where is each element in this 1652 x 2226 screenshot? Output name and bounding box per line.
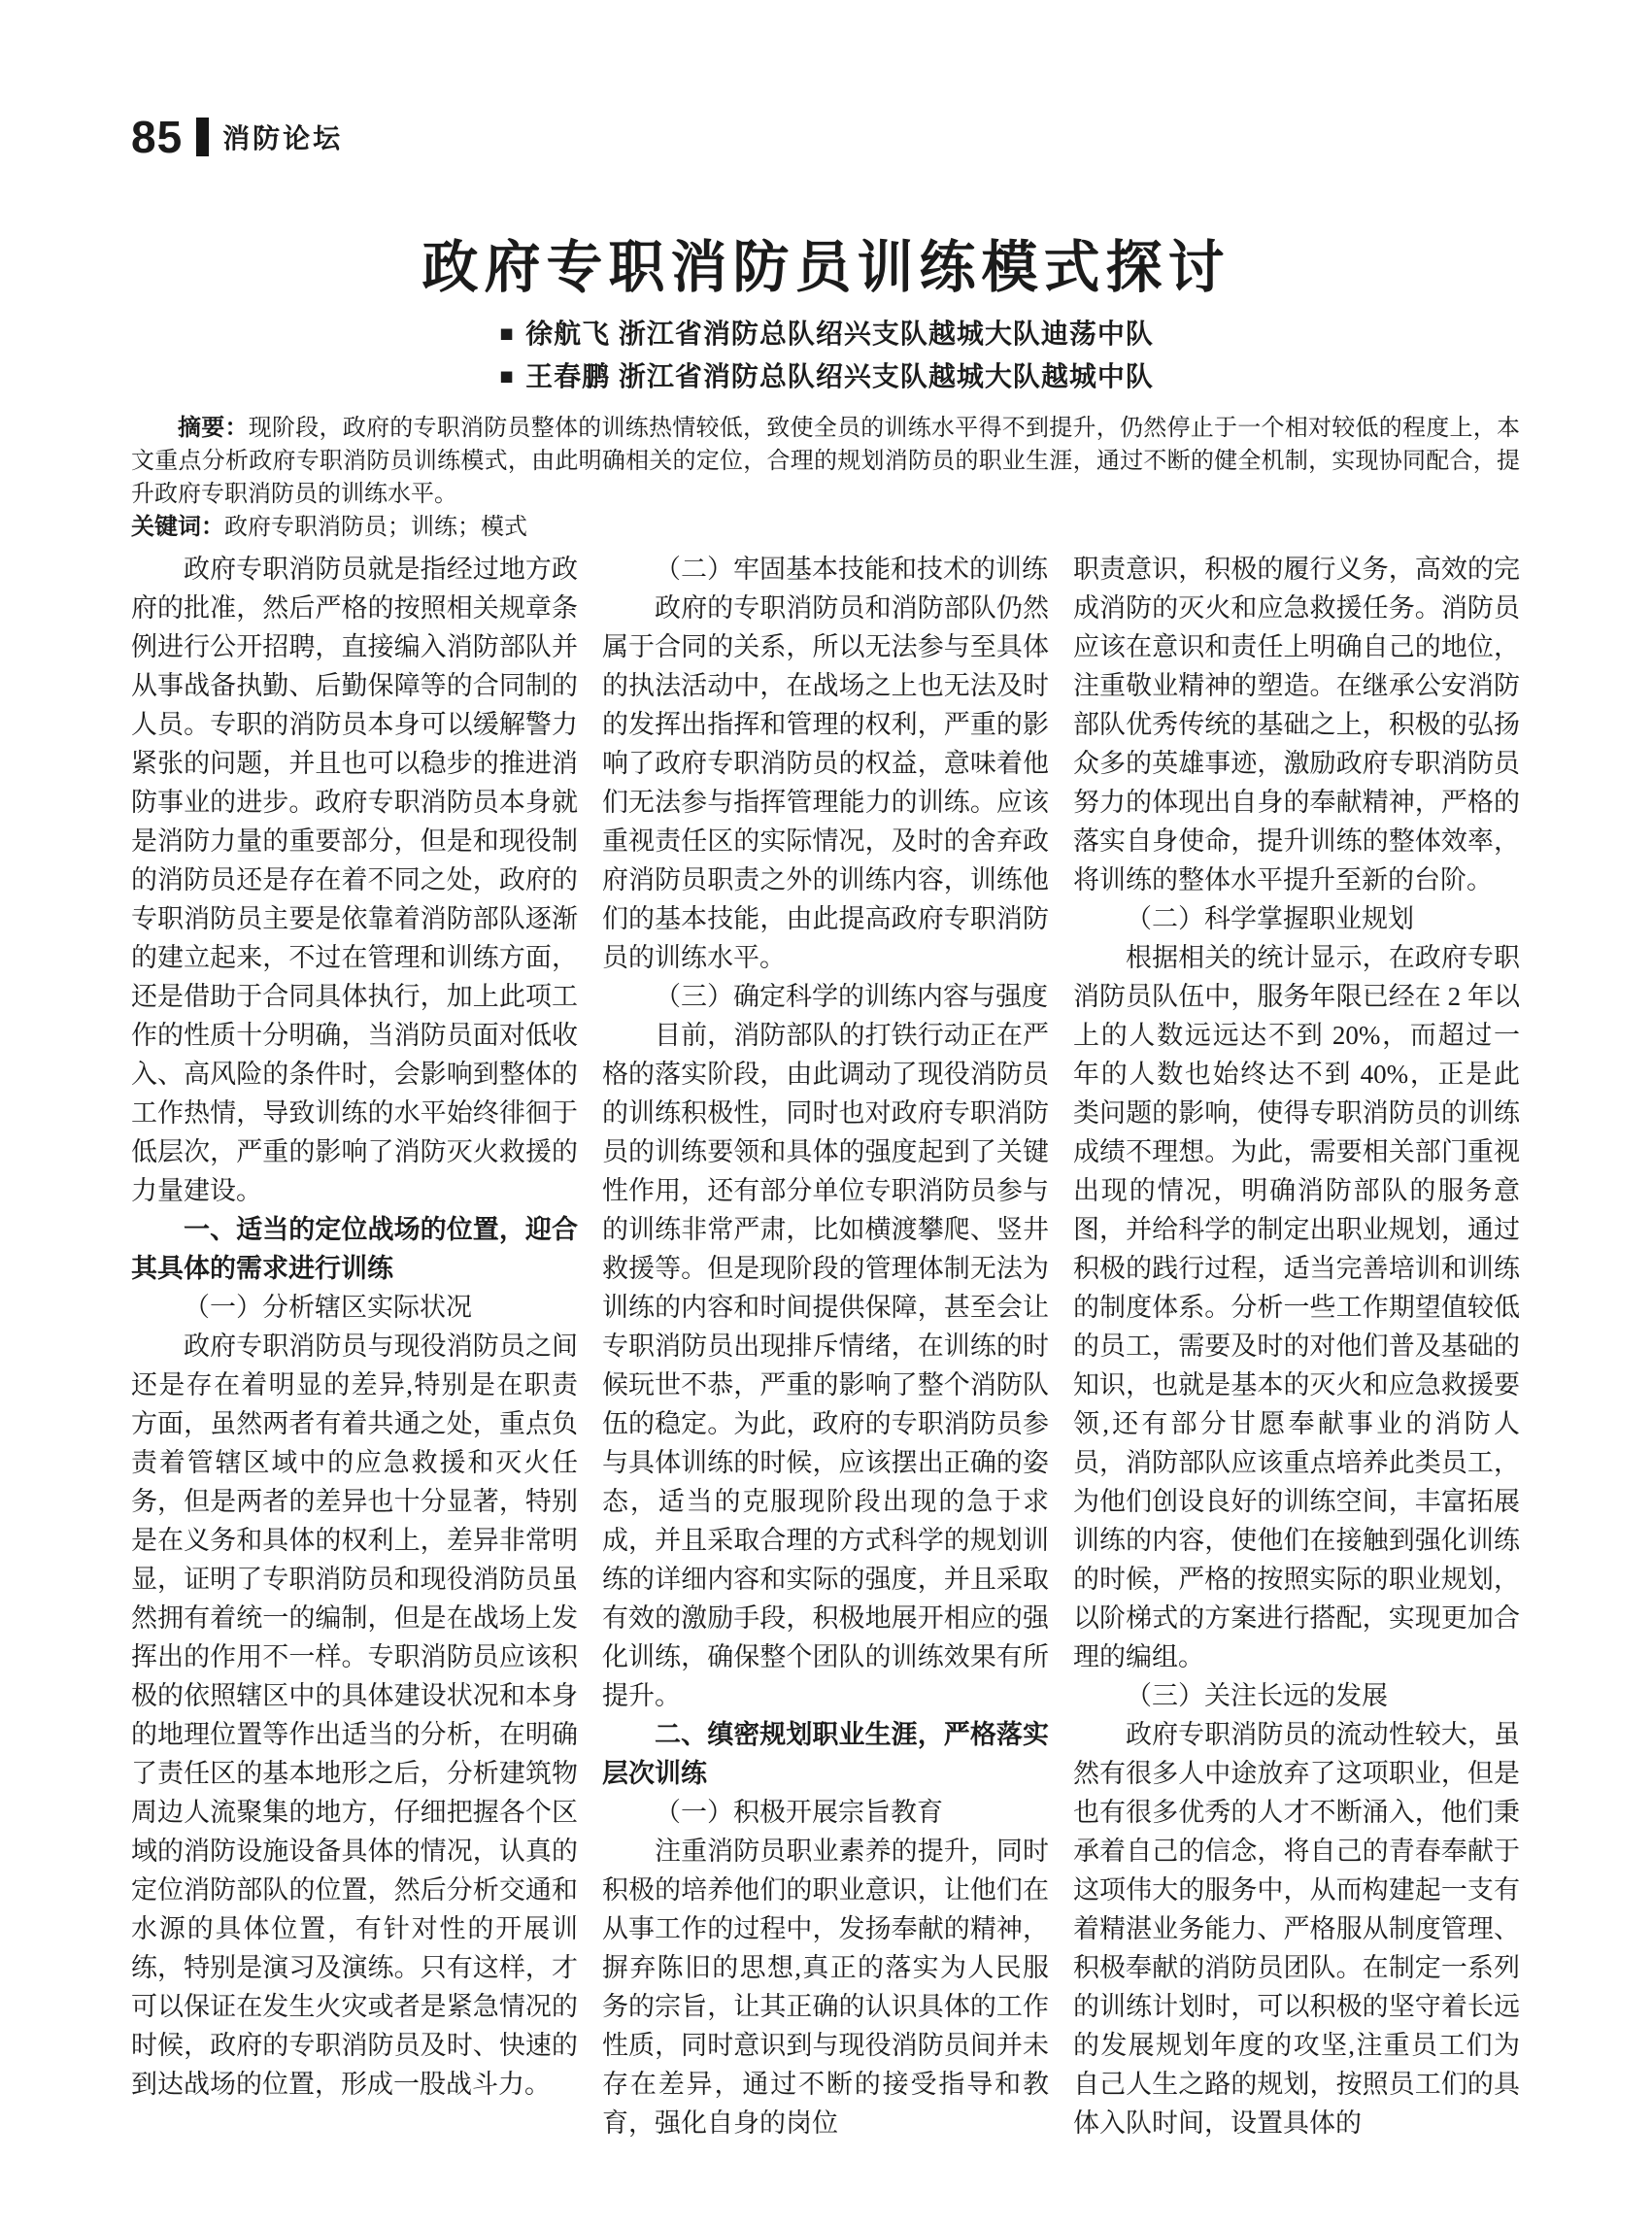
sub-heading: （一）分析辖区实际状况 <box>184 1293 472 1322</box>
abstract-text: 现阶段，政府的专职消防员整体的训练热情较低，致使全员的训练水平得不到提升，仍然停止于一个相对较低的程度上，本文重点分析政府专职消防员训练模式，由此明确相关的定位，合理的规划消防员的职业生涯，通过不断的健全机制，实现协同配合，提升政府专职消防员的训练水平。 <box>131 416 1520 507</box>
keywords-label: 关键词： <box>131 514 224 540</box>
running-head <box>131 112 344 162</box>
paragraph: 注重消防员职业素养的提升，同时积极的培养他们的职业意识，让他们在从事工作的过程中，发扬奉献的精神，摒弃陈旧的思想,真正的落实为人民服务的宗旨，让其正确的认识具体的工作性质，同时意识到与现役消防员间并未存在差异，通过不断的接受指导和教育，强化自身的岗位 <box>602 1837 1049 2138</box>
paragraph: 目前，消防部队的打铁行动正在严格的落实阶段，由此调动了现役消防员的训练积极性，同时也对政府专职消防员的训练要领和具体的强度起到了关键性作用，还有部分单位专职消防员参与的训练非常严肃，比如横渡攀爬、竖井救援等。但是现阶段的管理体制无法为训练的内容和时间提供保障，甚至会让专职消防员出现排斥情绪，在训练的时候玩世不恭，严重的影响了整个消防队伍的稳定。为此，政府的专职消防员参与具体训练的时候，应该摆出正确的姿态，适当的克服现阶段出现的急于求成，并且采取合理的方式科学的规划训练的详细内容和实际的强度，并且采取有效的激励手段，积极地展开相应的强化训练，确保整个团队的训练效果有所提升。 <box>602 1021 1049 1710</box>
sub-heading: （三）关注长远的发展 <box>1126 1681 1388 1710</box>
sub-heading: （三）确定科学的训练内容与强度 <box>655 982 1048 1011</box>
author-marker-icon: ■ <box>499 363 515 389</box>
abstract-paragraph <box>131 412 1520 511</box>
paragraph: 政府专职消防员的流动性较大，虽然有很多人中途放弃了这项职业，但是也有很多优秀的人才不断涌入，他们秉承着自己的信念，将自己的青春奉献于这项伟大的服务中，从而构建起一支有着精湛业务能力、严格服从制度管理、积极奉献的消防员团队。在制定一系列的训练计划时，可以积极的坚守着长远的发展规划年度的攻坚,注重员工们为自己人生之路的规划，按照员工们的具体入队时间，设置具体的 <box>1073 1720 1520 2138</box>
section-label: 消防论坛 <box>222 123 344 153</box>
text-column-3 <box>1073 550 1520 2142</box>
paragraph-continuation: 职责意识，积极的履行义务，高效的完成消防的灭火和应急救援任务。消防员应该在意识和责任上明确自己的地位，注重敬业精神的塑造。在继承公安消防部队优秀传统的基础之上，积极的弘扬众多的英雄事迹，激励政府专职消防员努力的体现出自身的奉献精神，严格的落实自身使命，提升训练的整体效率，将训练的整体水平提升至新的台阶。 <box>1073 555 1520 894</box>
paragraph: 政府专职消防员与现役消防员之间还是存在着明显的差异,特别是在职责方面，虽然两者有着共通之处，重点负责着管辖区域中的应急救援和灭火任务，但是两者的差异也十分显著，特别是在义务和具体的权利上，差异非常明显，证明了专职消防员和现役消防员虽然拥有着统一的编制，但是在战场上发挥出的作用不一样。专职消防员应该积极的依照辖区中的具体建设状况和本身的地理位置等作出适当的分析，在明确了责任区的基本地形之后，分析建筑物周边人流聚集的地方，仔细把握各个区域的消防设施设备具体的情况，认真的定位消防部队的位置，然后分析交通和水源的具体位置，有针对性的开展训练，特别是演习及演练。只有这样，才可以保证在发生火灾或者是紧急情况的时候，政府的专职消防员及时、快速的到达战场的位置，形成一股战斗力。 <box>131 1332 578 2099</box>
paragraph: 政府的专职消防员和消防部队仍然属于合同的关系，所以无法参与至具体的执法活动中，在战场之上也无法及时的发挥出指挥和管理的权利，严重的影响了政府专职消防员的权益，意味着他们无法参与指挥管理能力的训练。应该重视责任区的实际情况，及时的舍弃政府消防员职责之外的训练内容，训练他们的基本技能，由此提高政府专职消防员的训练水平。 <box>602 593 1049 972</box>
author-list <box>0 313 1652 398</box>
author-line <box>0 355 1652 398</box>
sub-heading: （二）科学掌握职业规划 <box>1126 904 1414 933</box>
sub-heading: （二）牢固基本技能和技术的训练 <box>655 555 1048 584</box>
text-column-2 <box>602 550 1049 2142</box>
keywords-text: 政府专职消防员；训练；模式 <box>224 515 527 540</box>
author-line <box>0 313 1652 355</box>
abstract-block <box>131 412 1520 544</box>
article-body <box>131 550 1520 2142</box>
abstract-label: 摘要： <box>178 415 249 441</box>
header-bar-divider <box>196 118 209 156</box>
paragraph: 政府专职消防员就是指经过地方政府的批准，然后严格的按照相关规章条例进行公开招聘，直接编入消防部队并从事战备执勤、后勤保障等的合同制的人员。专职的消防员本身可以缓解警力紧张的问题，并且也可以稳步的推进消防事业的进步。政府专职消防员本身就是消防力量的重要部分，但是和现役制的消防员还是存在着不同之处，政府的专职消防员主要是依靠着消防部队逐渐的建立起来，不过在管理和训练方面，还是借助于合同具体执行，加上此项工作的性质十分明确，当消防员面对低收入、高风险的条件时，会影响到整体的工作热情，导致训练的水平始终徘徊于低层次，严重的影响了消防灭火救援的力量建设。 <box>131 555 578 1205</box>
author-text: 王春鹏 浙江省消防总队绍兴支队越城大队越城中队 <box>525 361 1154 391</box>
sub-heading: （一）积极开展宗旨教育 <box>655 1798 943 1827</box>
article-title: 政府专职消防员训练模式探讨 <box>421 236 1231 299</box>
author-marker-icon: ■ <box>499 320 515 347</box>
paragraph: 根据相关的统计显示，在政府专职消防员队伍中，服务年限已经在 2 年以上的人数远远达不到 20%，而超过一年的人数也始终达不到 40%，正是此类问题的影响，使得专职消防员的训练成绩不理想。为此，需要相关部门重视出现的情况，明确消防部队的服务意图，并给科学的制定出职业规划，通过积极的践行过程，适当完善培训和训练的制度体系。分析一些工作期望值较低的员工，需要及时的对他们普及基础的知识，也就是基本的灭火和应急救援要领,还有部分甘愿奉献事业的消防人员，消防部队应该重点培养此类员工，为他们创设良好的训练空间，丰富拓展训练的内容，使他们在接触到强化训练的时候，严格的按照实际的职业规划，以阶梯式的方案进行搭配，实现更加合理的编组。 <box>1073 943 1520 1671</box>
page-number: 85 <box>131 112 184 162</box>
section-heading: 二、缜密规划职业生涯，严格落实层次训练 <box>602 1720 1049 1788</box>
author-text: 徐航飞 浙江省消防总队绍兴支队越城大队迪荡中队 <box>525 319 1154 349</box>
text-column-1 <box>131 550 578 2142</box>
keywords-line <box>131 511 1520 544</box>
section-heading: 一、适当的定位战场的位置，迎合其具体的需求进行训练 <box>131 1215 578 1283</box>
